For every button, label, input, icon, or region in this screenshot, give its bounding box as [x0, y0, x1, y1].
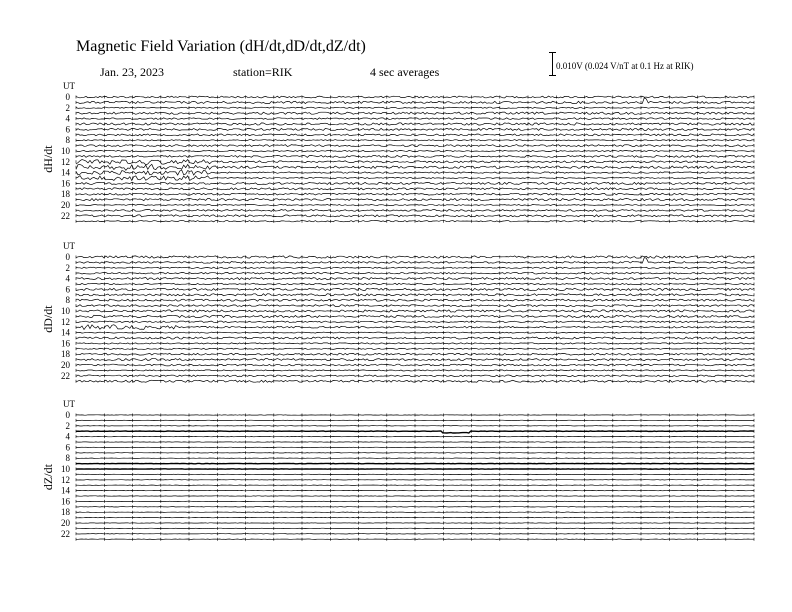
hour-label-dhdt-20: 20 — [61, 200, 70, 210]
tick-marks-dhdt-row-14 — [76, 171, 754, 174]
date-label: Jan. 23, 2023 — [100, 65, 164, 79]
hour-label-dddt-10: 10 — [61, 306, 70, 316]
hour-label-dzdt-10: 10 — [61, 464, 70, 474]
hour-label-dzdt-0: 0 — [65, 410, 70, 420]
hour-label-dzdt-20: 20 — [61, 518, 70, 528]
ut-label-dzdt: UT — [63, 399, 75, 409]
hour-label-dddt-22: 22 — [61, 370, 70, 381]
hour-label-dzdt-8: 8 — [65, 453, 70, 464]
hour-label-dzdt-16: 16 — [61, 496, 70, 507]
tick-marks-dddt-row-13 — [76, 326, 754, 329]
hour-label-dzdt-6: 6 — [65, 442, 70, 453]
ylabel-dddt: dD/dt — [41, 305, 55, 333]
hour-label-dhdt-2: 2 — [65, 102, 70, 113]
hour-label-dddt-6: 6 — [65, 284, 70, 295]
hour-label-dhdt-8: 8 — [65, 135, 70, 146]
ut-label-dhdt: UT — [63, 81, 75, 91]
hour-label-dzdt-2: 2 — [65, 420, 70, 431]
averaging-label: 4 sec averages — [370, 65, 440, 79]
hour-label-dddt-20: 20 — [61, 360, 70, 370]
hour-label-dddt-14: 14 — [61, 327, 70, 338]
hour-label-dhdt-18: 18 — [61, 189, 70, 200]
scale-label: 0.010V (0.024 V/nT at 0.1 Hz at RIK) — [556, 61, 694, 71]
hour-label-dhdt-22: 22 — [61, 210, 70, 221]
station-label: station=RIK — [233, 65, 293, 79]
chart-title: Magnetic Field Variation (dH/dt,dD/dt,dZ/dt) — [76, 38, 366, 55]
hour-label-dddt-16: 16 — [61, 338, 70, 349]
hour-label-dddt-0: 0 — [65, 252, 70, 262]
hour-label-dhdt-16: 16 — [61, 178, 70, 189]
tick-marks-dddt-row-3 — [76, 272, 754, 275]
hour-label-dddt-12: 12 — [61, 316, 70, 327]
hour-label-dhdt-14: 14 — [61, 167, 70, 178]
hour-label-dzdt-18: 18 — [61, 507, 70, 518]
hour-label-dddt-4: 4 — [65, 273, 70, 284]
ylabel-dhdt: dH/dt — [41, 145, 55, 173]
hour-label-dhdt-0: 0 — [65, 92, 70, 102]
hour-label-dhdt-4: 4 — [65, 113, 70, 124]
hour-label-dzdt-14: 14 — [61, 485, 70, 496]
ut-label-dddt: UT — [63, 241, 75, 251]
hour-label-dzdt-12: 12 — [61, 474, 70, 485]
hour-label-dzdt-22: 22 — [61, 528, 70, 539]
hour-label-dddt-2: 2 — [65, 262, 70, 273]
hour-label-dzdt-4: 4 — [65, 431, 70, 442]
hour-label-dddt-18: 18 — [61, 349, 70, 360]
hour-label-dddt-8: 8 — [65, 295, 70, 306]
hour-label-dhdt-6: 6 — [65, 124, 70, 135]
ylabel-dzdt: dZ/dt — [41, 464, 55, 491]
hour-label-dhdt-12: 12 — [61, 156, 70, 167]
hour-label-dhdt-10: 10 — [61, 146, 70, 156]
tick-marks-dddt-row-16 — [76, 342, 754, 345]
tick-marks-dddt-row-7 — [76, 293, 754, 296]
